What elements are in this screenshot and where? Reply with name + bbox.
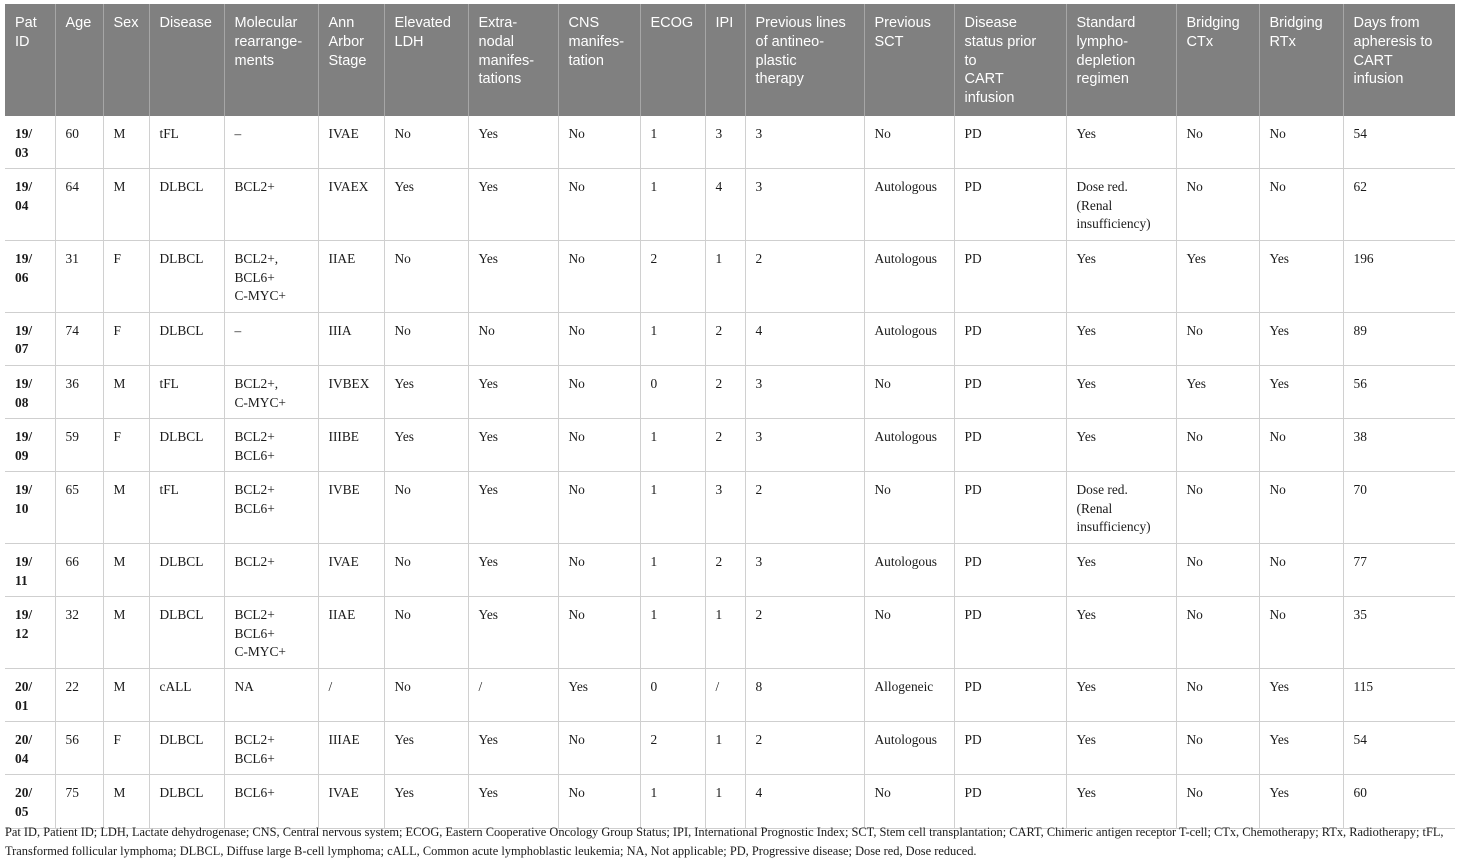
column-header-bridging-ctx: Bridging CTx bbox=[1176, 4, 1259, 116]
cell-age: 36 bbox=[55, 365, 103, 418]
table-row bbox=[5, 597, 1455, 669]
cell-age: 66 bbox=[55, 544, 103, 597]
cell-bridging-rtx: No bbox=[1259, 419, 1343, 472]
cell-ecog: 1 bbox=[640, 116, 705, 169]
table-footnote: Pat ID, Patient ID; LDH, Lactate dehydrogenase; CNS, Central nervous system; ECOG, Eastern Cooperative Oncology Group Status; IPI, International Prognostic Index; SCT, Stem cell transplantation; CART, Chimeric antigen receptor T-cell; CTx, Chemotherapy; RTx, Radiotherapy; tFL, Transformed follicular lymphoma; DLBCL, Diffuse large B-cell lymphoma; cALL, Common acute lymphoblastic leukemia; NA, Not applicable; PD, Progressive disease; Dose red, Dose reduced. bbox=[5, 825, 1444, 858]
cell-pat-id: 19/ 07 bbox=[5, 312, 55, 365]
cell-disease-status: PD bbox=[954, 597, 1066, 669]
cell-ipi: 1 bbox=[705, 775, 745, 828]
cell-ann-arbor-stage: IIIAE bbox=[318, 722, 384, 775]
cell-cns-manifestation: No bbox=[558, 365, 640, 418]
cell-sex: M bbox=[103, 775, 149, 828]
cell-age: 74 bbox=[55, 312, 103, 365]
cell-disease-status: PD bbox=[954, 419, 1066, 472]
cell-sex: M bbox=[103, 597, 149, 669]
cell-extranodal-manifestations: Yes bbox=[468, 116, 558, 169]
cell-ann-arbor-stage: IIAE bbox=[318, 240, 384, 312]
cell-extranodal-manifestations: Yes bbox=[468, 169, 558, 241]
cell-extranodal-manifestations: Yes bbox=[468, 240, 558, 312]
cell-elevated-ldh: No bbox=[384, 116, 468, 169]
cell-extranodal-manifestations: Yes bbox=[468, 544, 558, 597]
cell-disease: tFL bbox=[149, 472, 224, 544]
cell-days-apheresis-to-infusion: 70 bbox=[1343, 472, 1455, 544]
column-header-ann-arbor-stage: Ann Arbor Stage bbox=[318, 4, 384, 116]
cell-pat-id: 19/ 10 bbox=[5, 472, 55, 544]
cell-elevated-ldh: Yes bbox=[384, 722, 468, 775]
cell-lymphodepletion-regimen: Yes bbox=[1066, 312, 1176, 365]
cell-molecular-rearrangements: BCL2+ BCL6+ bbox=[224, 722, 318, 775]
cell-ann-arbor-stage: IIIBE bbox=[318, 419, 384, 472]
cell-molecular-rearrangements: BCL2+, C-MYC+ bbox=[224, 365, 318, 418]
table-row bbox=[5, 472, 1455, 544]
column-header-ipi: IPI bbox=[705, 4, 745, 116]
cell-cns-manifestation: No bbox=[558, 169, 640, 241]
cell-disease-status: PD bbox=[954, 312, 1066, 365]
cell-cns-manifestation: No bbox=[558, 116, 640, 169]
cell-pat-id: 20/ 01 bbox=[5, 669, 55, 722]
cell-lymphodepletion-regimen: Yes bbox=[1066, 775, 1176, 828]
cell-pat-id: 19/ 09 bbox=[5, 419, 55, 472]
cell-days-apheresis-to-infusion: 115 bbox=[1343, 669, 1455, 722]
cell-ann-arbor-stage: IIAE bbox=[318, 597, 384, 669]
cell-extranodal-manifestations: Yes bbox=[468, 722, 558, 775]
cell-pat-id: 19/ 06 bbox=[5, 240, 55, 312]
cell-previous-sct: No bbox=[864, 116, 954, 169]
cell-ann-arbor-stage: IVBEX bbox=[318, 365, 384, 418]
cell-elevated-ldh: Yes bbox=[384, 775, 468, 828]
cell-previous-lines-therapy: 3 bbox=[745, 544, 864, 597]
cell-bridging-rtx: No bbox=[1259, 597, 1343, 669]
cell-ecog: 0 bbox=[640, 669, 705, 722]
cell-days-apheresis-to-infusion: 77 bbox=[1343, 544, 1455, 597]
cell-ann-arbor-stage: IVAE bbox=[318, 116, 384, 169]
cell-molecular-rearrangements: BCL2+ bbox=[224, 544, 318, 597]
cell-bridging-ctx: No bbox=[1176, 669, 1259, 722]
cell-ecog: 0 bbox=[640, 365, 705, 418]
cell-previous-lines-therapy: 2 bbox=[745, 597, 864, 669]
cell-ann-arbor-stage: IVAEX bbox=[318, 169, 384, 241]
cell-extranodal-manifestations: Yes bbox=[468, 472, 558, 544]
cell-bridging-ctx: No bbox=[1176, 722, 1259, 775]
cell-previous-sct: Allogeneic bbox=[864, 669, 954, 722]
cell-sex: F bbox=[103, 722, 149, 775]
cell-disease: tFL bbox=[149, 365, 224, 418]
cell-age: 32 bbox=[55, 597, 103, 669]
cell-disease-status: PD bbox=[954, 722, 1066, 775]
cell-disease-status: PD bbox=[954, 116, 1066, 169]
cell-bridging-ctx: Yes bbox=[1176, 240, 1259, 312]
column-header-disease-status: Disease status prior to CART infusion bbox=[954, 4, 1066, 116]
table-row bbox=[5, 722, 1455, 775]
cell-cns-manifestation: No bbox=[558, 722, 640, 775]
cell-elevated-ldh: No bbox=[384, 669, 468, 722]
cell-pat-id: 19/ 11 bbox=[5, 544, 55, 597]
cell-ipi: 1 bbox=[705, 240, 745, 312]
cell-elevated-ldh: Yes bbox=[384, 419, 468, 472]
cell-ipi: 2 bbox=[705, 544, 745, 597]
cell-ann-arbor-stage: IVBE bbox=[318, 472, 384, 544]
cell-disease-status: PD bbox=[954, 240, 1066, 312]
cell-molecular-rearrangements: BCL2+ BCL6+ C-MYC+ bbox=[224, 597, 318, 669]
cell-age: 31 bbox=[55, 240, 103, 312]
cell-sex: F bbox=[103, 312, 149, 365]
cell-elevated-ldh: No bbox=[384, 472, 468, 544]
column-header-sex: Sex bbox=[103, 4, 149, 116]
cell-days-apheresis-to-infusion: 54 bbox=[1343, 116, 1455, 169]
cell-previous-sct: Autologous bbox=[864, 722, 954, 775]
column-header-previous-lines-therapy: Previous lines of antineo- plastic therapy bbox=[745, 4, 864, 116]
cell-sex: M bbox=[103, 116, 149, 169]
cell-age: 22 bbox=[55, 669, 103, 722]
cell-molecular-rearrangements: BCL6+ bbox=[224, 775, 318, 828]
cell-lymphodepletion-regimen: Yes bbox=[1066, 722, 1176, 775]
cell-bridging-rtx: No bbox=[1259, 472, 1343, 544]
cell-elevated-ldh: Yes bbox=[384, 169, 468, 241]
cell-lymphodepletion-regimen: Yes bbox=[1066, 116, 1176, 169]
cell-extranodal-manifestations: No bbox=[468, 312, 558, 365]
cell-bridging-rtx: Yes bbox=[1259, 365, 1343, 418]
cell-elevated-ldh: No bbox=[384, 544, 468, 597]
table-row bbox=[5, 365, 1455, 418]
cell-lymphodepletion-regimen: Yes bbox=[1066, 669, 1176, 722]
cell-elevated-ldh: No bbox=[384, 597, 468, 669]
cell-bridging-rtx: Yes bbox=[1259, 722, 1343, 775]
column-header-extranodal-manifestations: Extra- nodal manifes- tations bbox=[468, 4, 558, 116]
cell-bridging-rtx: No bbox=[1259, 116, 1343, 169]
table-row bbox=[5, 116, 1455, 169]
cell-disease: DLBCL bbox=[149, 597, 224, 669]
cell-cns-manifestation: No bbox=[558, 240, 640, 312]
cell-disease: DLBCL bbox=[149, 240, 224, 312]
cell-disease: DLBCL bbox=[149, 419, 224, 472]
column-header-age: Age bbox=[55, 4, 103, 116]
cell-disease-status: PD bbox=[954, 775, 1066, 828]
cell-previous-sct: No bbox=[864, 472, 954, 544]
table-row bbox=[5, 544, 1455, 597]
cell-disease: tFL bbox=[149, 116, 224, 169]
cell-previous-lines-therapy: 2 bbox=[745, 472, 864, 544]
cell-sex: F bbox=[103, 240, 149, 312]
cell-bridging-ctx: No bbox=[1176, 116, 1259, 169]
cell-pat-id: 20/ 04 bbox=[5, 722, 55, 775]
column-header-elevated-ldh: Elevated LDH bbox=[384, 4, 468, 116]
cell-disease-status: PD bbox=[954, 544, 1066, 597]
column-header-pat-id: Pat ID bbox=[5, 4, 55, 116]
cell-sex: M bbox=[103, 365, 149, 418]
cell-lymphodepletion-regimen: Dose red. (Renal insufficiency) bbox=[1066, 169, 1176, 241]
cell-sex: M bbox=[103, 472, 149, 544]
cell-days-apheresis-to-infusion: 196 bbox=[1343, 240, 1455, 312]
cell-bridging-ctx: No bbox=[1176, 775, 1259, 828]
cell-ecog: 1 bbox=[640, 597, 705, 669]
cell-disease: cALL bbox=[149, 669, 224, 722]
cell-days-apheresis-to-infusion: 89 bbox=[1343, 312, 1455, 365]
cell-sex: M bbox=[103, 544, 149, 597]
cell-molecular-rearrangements: BCL2+ bbox=[224, 169, 318, 241]
column-header-bridging-rtx: Bridging RTx bbox=[1259, 4, 1343, 116]
cell-ipi: 2 bbox=[705, 419, 745, 472]
cell-extranodal-manifestations: Yes bbox=[468, 365, 558, 418]
cell-previous-lines-therapy: 3 bbox=[745, 419, 864, 472]
cell-cns-manifestation: No bbox=[558, 419, 640, 472]
cell-lymphodepletion-regimen: Dose red. (Renal insufficiency) bbox=[1066, 472, 1176, 544]
cell-previous-sct: No bbox=[864, 775, 954, 828]
cell-disease-status: PD bbox=[954, 669, 1066, 722]
cell-ipi: 2 bbox=[705, 312, 745, 365]
cell-ecog: 1 bbox=[640, 312, 705, 365]
cell-disease-status: PD bbox=[954, 169, 1066, 241]
column-header-days-apheresis-to-infusion: Days from apheresis to CART infusion bbox=[1343, 4, 1455, 116]
cell-disease: DLBCL bbox=[149, 722, 224, 775]
cell-molecular-rearrangements: – bbox=[224, 312, 318, 365]
cell-disease: DLBCL bbox=[149, 544, 224, 597]
column-header-lymphodepletion-regimen: Standard lympho- depletion regimen bbox=[1066, 4, 1176, 116]
cell-previous-lines-therapy: 3 bbox=[745, 116, 864, 169]
cell-previous-lines-therapy: 8 bbox=[745, 669, 864, 722]
cell-bridging-rtx: Yes bbox=[1259, 775, 1343, 828]
table-body bbox=[5, 116, 1455, 828]
cell-pat-id: 20/ 05 bbox=[5, 775, 55, 828]
cell-elevated-ldh: No bbox=[384, 240, 468, 312]
cell-previous-lines-therapy: 4 bbox=[745, 312, 864, 365]
cell-bridging-rtx: Yes bbox=[1259, 240, 1343, 312]
table-header bbox=[5, 4, 1455, 116]
table-row bbox=[5, 312, 1455, 365]
cell-previous-sct: Autologous bbox=[864, 312, 954, 365]
cell-cns-manifestation: No bbox=[558, 544, 640, 597]
cell-ecog: 1 bbox=[640, 419, 705, 472]
column-header-previous-sct: Previous SCT bbox=[864, 4, 954, 116]
cell-cns-manifestation: No bbox=[558, 597, 640, 669]
cell-lymphodepletion-regimen: Yes bbox=[1066, 365, 1176, 418]
cell-cns-manifestation: Yes bbox=[558, 669, 640, 722]
cell-ipi: 2 bbox=[705, 365, 745, 418]
cell-ann-arbor-stage: / bbox=[318, 669, 384, 722]
cell-cns-manifestation: No bbox=[558, 472, 640, 544]
cell-disease: DLBCL bbox=[149, 169, 224, 241]
cell-pat-id: 19/ 08 bbox=[5, 365, 55, 418]
table-row bbox=[5, 775, 1455, 828]
cell-days-apheresis-to-infusion: 38 bbox=[1343, 419, 1455, 472]
cell-ecog: 2 bbox=[640, 722, 705, 775]
cell-ecog: 1 bbox=[640, 472, 705, 544]
cell-ann-arbor-stage: IIIA bbox=[318, 312, 384, 365]
cell-pat-id: 19/ 04 bbox=[5, 169, 55, 241]
column-header-molecular-rearrangements: Molecular rearrange- ments bbox=[224, 4, 318, 116]
cell-ipi: 1 bbox=[705, 722, 745, 775]
cell-age: 65 bbox=[55, 472, 103, 544]
patient-characteristics-table bbox=[5, 4, 1455, 829]
cell-elevated-ldh: No bbox=[384, 312, 468, 365]
cell-bridging-ctx: No bbox=[1176, 597, 1259, 669]
column-header-cns-manifestation: CNS manifes- tation bbox=[558, 4, 640, 116]
cell-previous-sct: Autologous bbox=[864, 169, 954, 241]
cell-age: 64 bbox=[55, 169, 103, 241]
cell-previous-lines-therapy: 3 bbox=[745, 169, 864, 241]
cell-pat-id: 19/ 03 bbox=[5, 116, 55, 169]
cell-bridging-ctx: No bbox=[1176, 472, 1259, 544]
cell-previous-lines-therapy: 2 bbox=[745, 240, 864, 312]
cell-lymphodepletion-regimen: Yes bbox=[1066, 597, 1176, 669]
cell-age: 75 bbox=[55, 775, 103, 828]
cell-extranodal-manifestations: Yes bbox=[468, 775, 558, 828]
cell-previous-sct: Autologous bbox=[864, 544, 954, 597]
cell-ipi: 3 bbox=[705, 472, 745, 544]
cell-bridging-rtx: No bbox=[1259, 544, 1343, 597]
cell-ipi: 4 bbox=[705, 169, 745, 241]
cell-disease-status: PD bbox=[954, 472, 1066, 544]
cell-bridging-ctx: Yes bbox=[1176, 365, 1259, 418]
cell-days-apheresis-to-infusion: 54 bbox=[1343, 722, 1455, 775]
cell-sex: M bbox=[103, 669, 149, 722]
cell-molecular-rearrangements: BCL2+, BCL6+ C-MYC+ bbox=[224, 240, 318, 312]
table-row bbox=[5, 419, 1455, 472]
cell-ann-arbor-stage: IVAE bbox=[318, 775, 384, 828]
cell-previous-lines-therapy: 3 bbox=[745, 365, 864, 418]
cell-days-apheresis-to-infusion: 60 bbox=[1343, 775, 1455, 828]
cell-elevated-ldh: Yes bbox=[384, 365, 468, 418]
cell-days-apheresis-to-infusion: 35 bbox=[1343, 597, 1455, 669]
cell-age: 59 bbox=[55, 419, 103, 472]
cell-lymphodepletion-regimen: Yes bbox=[1066, 544, 1176, 597]
cell-extranodal-manifestations: Yes bbox=[468, 419, 558, 472]
cell-bridging-ctx: No bbox=[1176, 544, 1259, 597]
cell-bridging-ctx: No bbox=[1176, 169, 1259, 241]
cell-ecog: 1 bbox=[640, 775, 705, 828]
cell-disease-status: PD bbox=[954, 365, 1066, 418]
cell-ipi: 1 bbox=[705, 597, 745, 669]
cell-cns-manifestation: No bbox=[558, 775, 640, 828]
cell-disease: DLBCL bbox=[149, 775, 224, 828]
cell-extranodal-manifestations: Yes bbox=[468, 597, 558, 669]
table-row bbox=[5, 169, 1455, 241]
table-row bbox=[5, 240, 1455, 312]
cell-bridging-ctx: No bbox=[1176, 312, 1259, 365]
column-header-ecog: ECOG bbox=[640, 4, 705, 116]
cell-pat-id: 19/ 12 bbox=[5, 597, 55, 669]
cell-ecog: 2 bbox=[640, 240, 705, 312]
cell-bridging-ctx: No bbox=[1176, 419, 1259, 472]
cell-bridging-rtx: No bbox=[1259, 169, 1343, 241]
cell-age: 60 bbox=[55, 116, 103, 169]
cell-ecog: 1 bbox=[640, 169, 705, 241]
cell-bridging-rtx: Yes bbox=[1259, 312, 1343, 365]
cell-bridging-rtx: Yes bbox=[1259, 669, 1343, 722]
cell-previous-sct: No bbox=[864, 365, 954, 418]
cell-disease: DLBCL bbox=[149, 312, 224, 365]
cell-molecular-rearrangements: BCL2+ BCL6+ bbox=[224, 472, 318, 544]
cell-molecular-rearrangements: BCL2+ BCL6+ bbox=[224, 419, 318, 472]
cell-previous-sct: Autologous bbox=[864, 240, 954, 312]
cell-age: 56 bbox=[55, 722, 103, 775]
cell-lymphodepletion-regimen: Yes bbox=[1066, 240, 1176, 312]
cell-cns-manifestation: No bbox=[558, 312, 640, 365]
cell-molecular-rearrangements: – bbox=[224, 116, 318, 169]
cell-days-apheresis-to-infusion: 56 bbox=[1343, 365, 1455, 418]
cell-ann-arbor-stage: IVAE bbox=[318, 544, 384, 597]
cell-extranodal-manifestations: / bbox=[468, 669, 558, 722]
cell-previous-sct: Autologous bbox=[864, 419, 954, 472]
header-row bbox=[5, 4, 1455, 116]
patient-characteristics-table-container bbox=[5, 4, 1455, 829]
cell-molecular-rearrangements: NA bbox=[224, 669, 318, 722]
cell-days-apheresis-to-infusion: 62 bbox=[1343, 169, 1455, 241]
cell-ipi: / bbox=[705, 669, 745, 722]
table-row bbox=[5, 669, 1455, 722]
cell-ipi: 3 bbox=[705, 116, 745, 169]
cell-sex: M bbox=[103, 169, 149, 241]
cell-previous-sct: No bbox=[864, 597, 954, 669]
column-header-disease: Disease bbox=[149, 4, 224, 116]
cell-ecog: 1 bbox=[640, 544, 705, 597]
cell-sex: F bbox=[103, 419, 149, 472]
cell-lymphodepletion-regimen: Yes bbox=[1066, 419, 1176, 472]
cell-previous-lines-therapy: 2 bbox=[745, 722, 864, 775]
cell-previous-lines-therapy: 4 bbox=[745, 775, 864, 828]
